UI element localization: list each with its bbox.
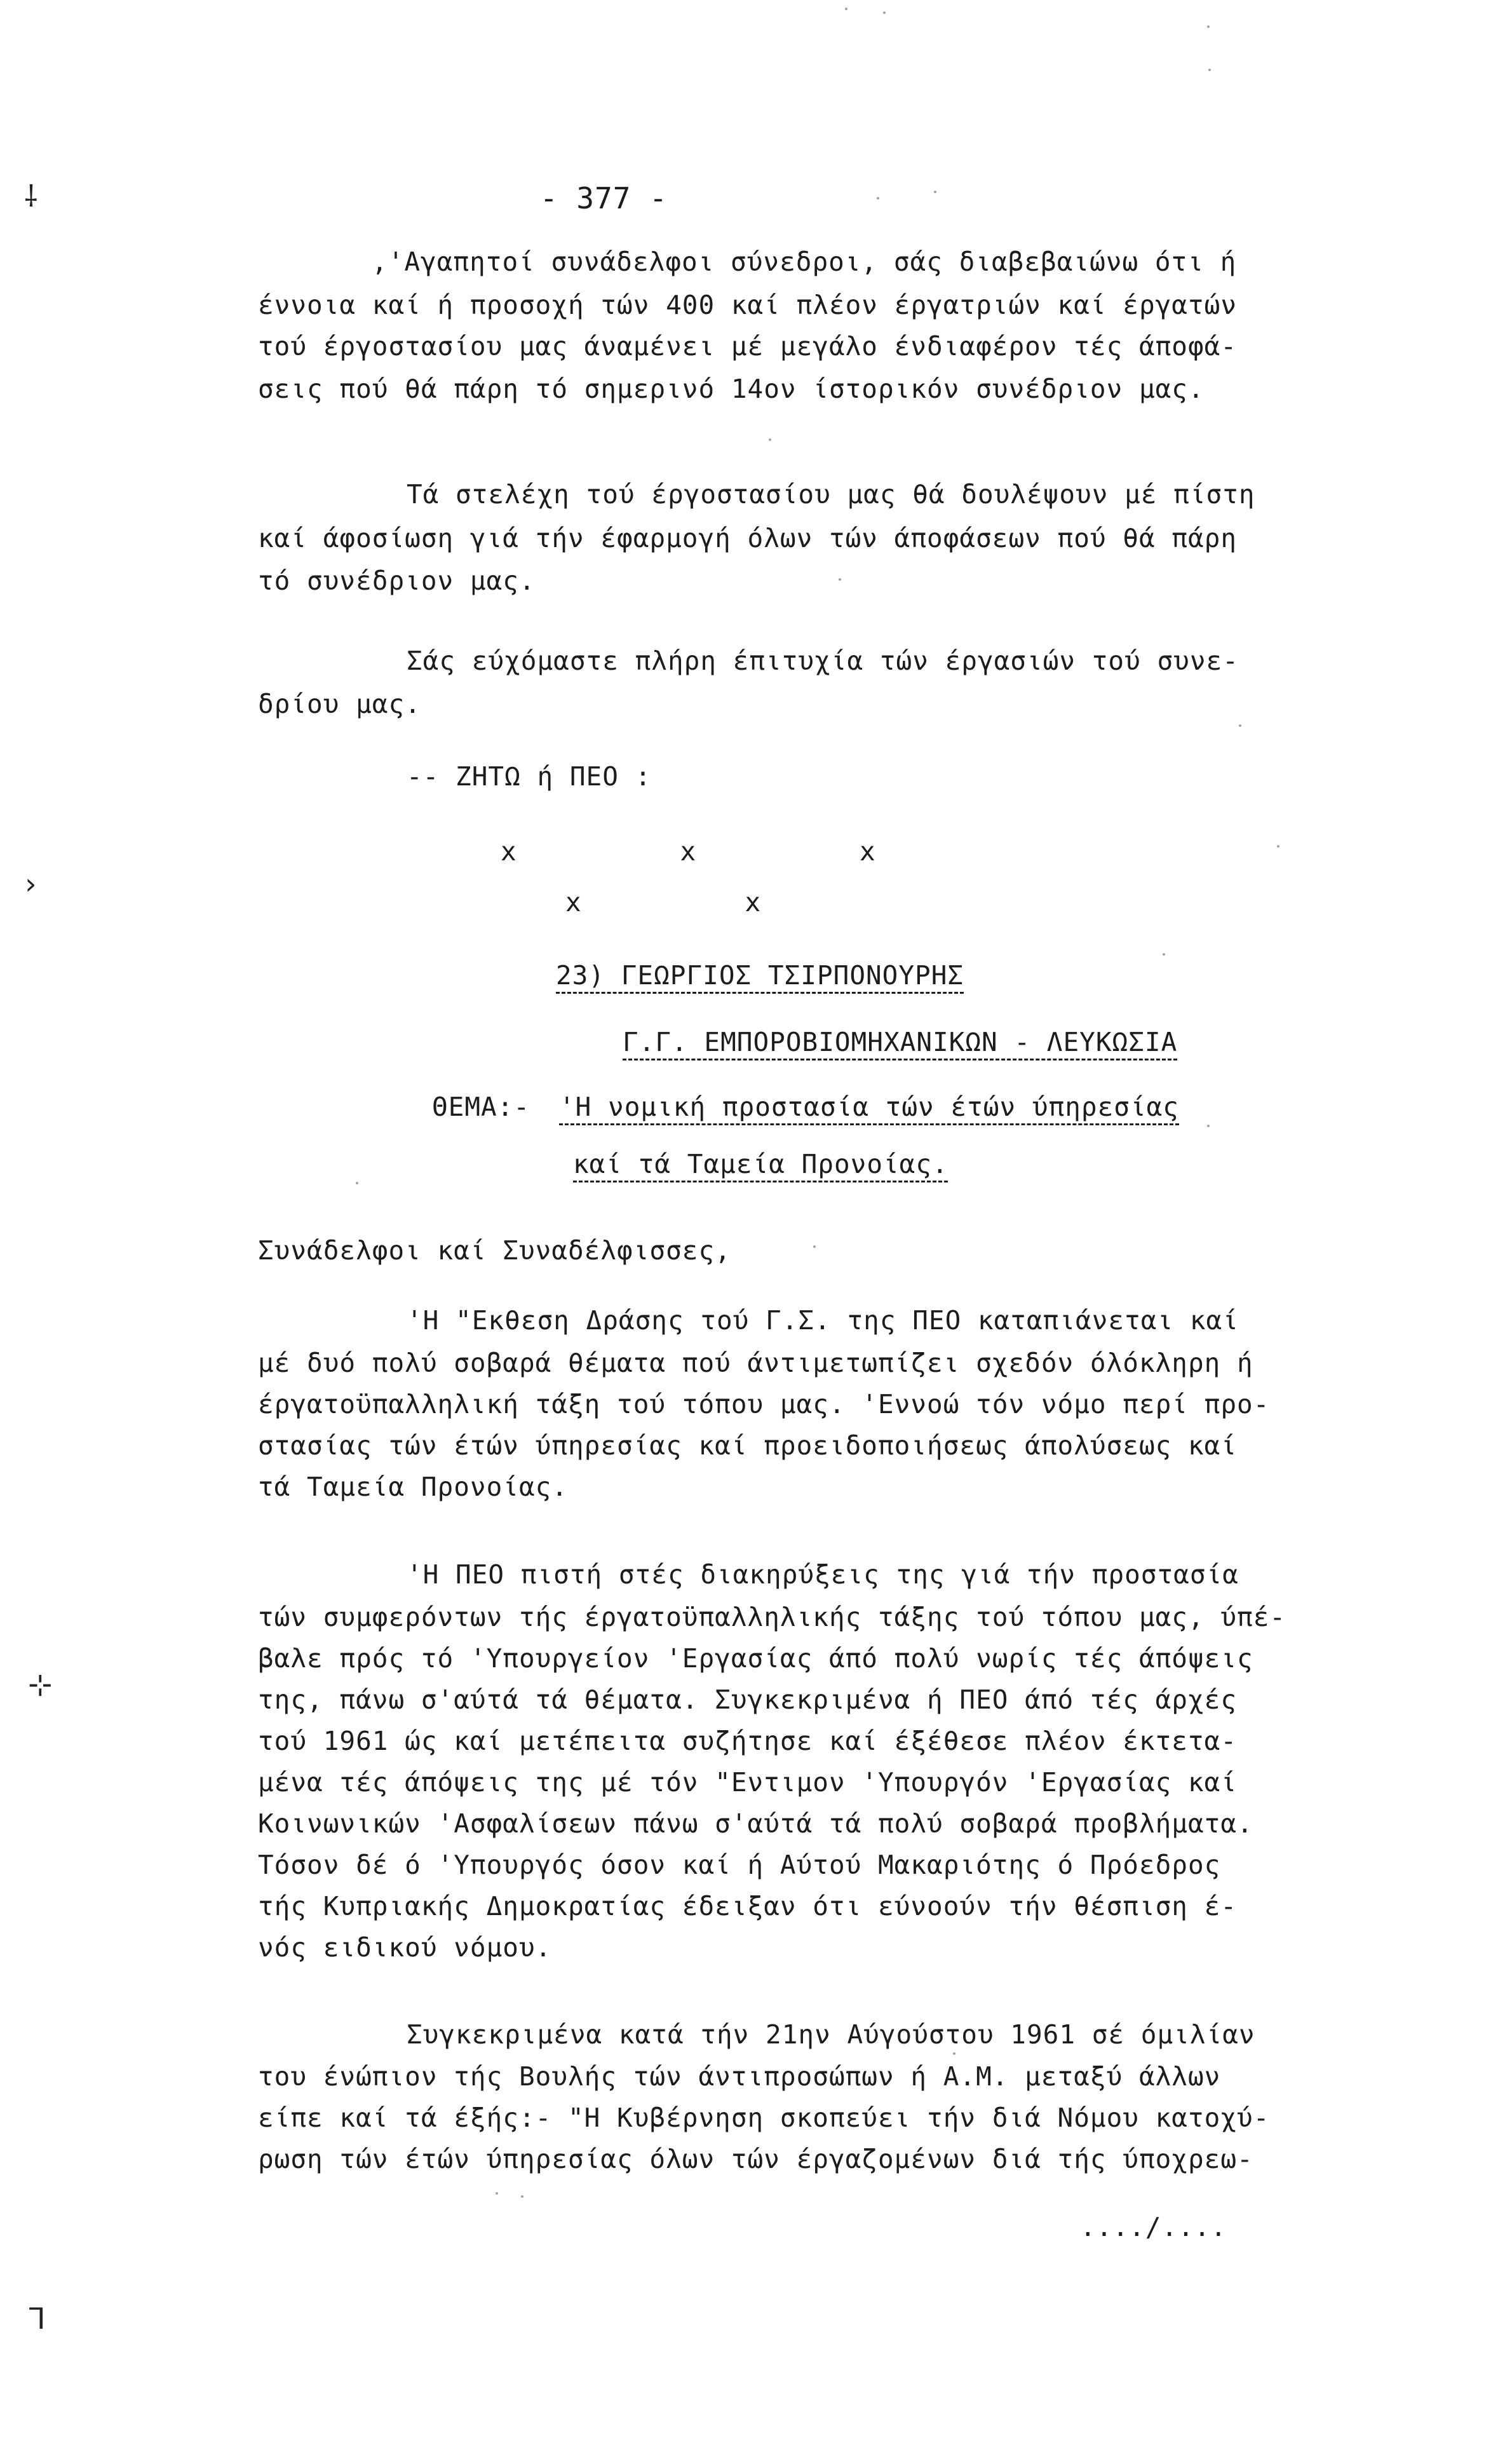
text-line: τού 1961 ώς καί μετέπειτα συζήτησε καί έξέθεσε πλέον έκτετα- (258, 1726, 1238, 1756)
scan-speck (1277, 845, 1279, 848)
text-line: του ένώπιον τής Βουλής τών άντιπροσώπων ή Α.Μ. μεταξύ άλλων (258, 2061, 1221, 2092)
scan-speck (883, 11, 886, 14)
separator-row: x x (565, 887, 762, 918)
text-line: έργατοϋπαλληλική τάξη τού τόπου μας. 'Εννοώ τόν νόμο περί προ- (258, 1389, 1270, 1419)
text-line: σεις πού θά πάρη τό σημερινό 14ον ίστορικόν συνέδριον μας. (258, 374, 1205, 404)
scan-speck (877, 197, 879, 200)
text-line: μένα τές άπόψεις της μέ τόν "Εντιμον 'Υπουργόν 'Εργασίας καί (258, 1767, 1238, 1798)
margin-mark: ⸸ (24, 179, 38, 213)
scan-speck (356, 1182, 358, 1184)
margin-arrow-mark: › (22, 867, 39, 901)
scan-speck (839, 578, 841, 581)
text-line: τά Ταμεία Προνοίας. (258, 1472, 568, 1502)
text-line: 'Η ΠΕΟ πιστή στές διακηρύξεις της γιά τήν προστασία (407, 1559, 1239, 1590)
text-line: Κοινωνικών 'Ασφαλίσεων πάνω σ'αύτά τά πολύ σοβαρά προβλήματα. (258, 1808, 1253, 1839)
margin-cross-mark: ⊹ (28, 1667, 53, 1702)
scan-speck (521, 2195, 523, 2198)
text-line: είπε καί τά έξής:- "Η Κυβέρνηση σκοπεύει τήν διά Νόμου κατοχύ- (258, 2103, 1270, 2133)
text-line: νός ειδικού νόμου. (258, 1932, 552, 1963)
text-line: έννοια καί ή προσοχή τών 400 καί πλέον έργατριών καί έργατών (258, 290, 1238, 320)
text-line: βαλε πρός τό 'Υπουργείον 'Εργασίας άπό πολύ νωρίς τές άπόψεις (258, 1643, 1253, 1674)
text-line: δρίου μας. (258, 689, 421, 719)
speaker-name: 23) ΓΕΩΡΓΙΟΣ ΤΣΙΡΠΟΝΟΥΡΗΣ (556, 960, 964, 991)
text-line: τού έργοστασίου μας άναμένει μέ μεγάλο ένδιαφέρον τές άποφά- (258, 331, 1238, 362)
scan-speck (813, 1245, 816, 1248)
text-line: Τά στελέχη τού έργοστασίου μας θά δουλέψουν μέ πίστη (407, 479, 1255, 510)
slogan: -- ΖΗΤΩ ή ΠΕΟ : (407, 761, 652, 792)
text-line: καί άφοσίωση γιά τήν έφαρμογή όλων τών άποφάσεων πού θά πάρη (258, 523, 1238, 553)
scan-speck (1163, 953, 1165, 956)
continuation-mark: ..../.... (1080, 2212, 1227, 2242)
text-line: τών συμφερόντων τής έργατοϋπαλληλικής τάξης τού τόπου μας, ύπέ- (258, 1602, 1286, 1632)
scan-speck (953, 2052, 955, 2055)
speaker-affiliation: Γ.Γ. ΕΜΠΟΡΟΒΙΟΜΗΧΑΝΙΚΩΝ - ΛΕΥΚΩΣΙΑ (623, 1027, 1178, 1057)
topic-title-cont: καί τά Ταμεία Προνοίας. (573, 1149, 948, 1179)
text-line: Τόσον δέ ό 'Υπουργός όσον καί ή Αύτού Μακαριότης ό Πρόεδρος (258, 1850, 1221, 1880)
scan-speck (934, 191, 936, 193)
text-line: τής Κυπριακής Δημοκρατίας έδειξαν ότι εύνοούν τήν θέσπιση έ- (258, 1891, 1238, 1921)
text-line: ρωση τών έτών ύπηρεσίας όλων τών έργαζομένων διά τής ύποχρεω- (258, 2144, 1253, 2174)
topic-label: ΘΕΜΑ:- (432, 1092, 530, 1122)
scan-speck (1207, 1125, 1210, 1127)
text-line: Συγκεκριμένα κατά τήν 21ην Αύγούστου 1961 σέ όμιλίαν (407, 2019, 1255, 2050)
margin-mark: ⅂ (29, 2301, 46, 2336)
salutation: Συνάδελφοι καί Συναδέλφισσες, (258, 1235, 731, 1266)
text-line: ,'Αγαπητοί συνάδελφοι σύνεδροι, σάς διαβεβαιώνω ότι ή (372, 247, 1237, 277)
scan-speck (845, 8, 847, 10)
scan-speck (1208, 69, 1211, 71)
text-line: τό συνέδριον μας. (258, 566, 536, 596)
scan-speck (496, 2192, 498, 2195)
scan-speck (1207, 25, 1210, 28)
text-line: της, πάνω σ'αύτά τά θέματα. Συγκεκριμένα ή ΠΕΟ άπό τές άρχές (258, 1684, 1238, 1715)
scan-speck (769, 438, 771, 441)
text-line: 'Η "Εκθεση Δράσης τού Γ.Σ. της ΠΕΟ καταπιάνεται καί (407, 1305, 1239, 1336)
scan-speck (1239, 724, 1241, 727)
text-line: Σάς εύχόμαστε πλήρη έπιτυχία τών έργασιών τού συνε- (407, 646, 1239, 676)
page-number: - 377 - (540, 181, 668, 215)
text-line: στασίας τών έτών ύπηρεσίας καί προειδοποιήσεως άπολύσεως καί (258, 1430, 1238, 1461)
text-line: μέ δυό πολύ σοβαρά θέματα πού άντιμετωπίζει σχεδόν όλόκληρη ή (258, 1348, 1253, 1378)
separator-row: x x x (501, 836, 876, 867)
topic-title: 'Η νομική προστασία τών έτών ύπηρεσίας (559, 1092, 1179, 1122)
